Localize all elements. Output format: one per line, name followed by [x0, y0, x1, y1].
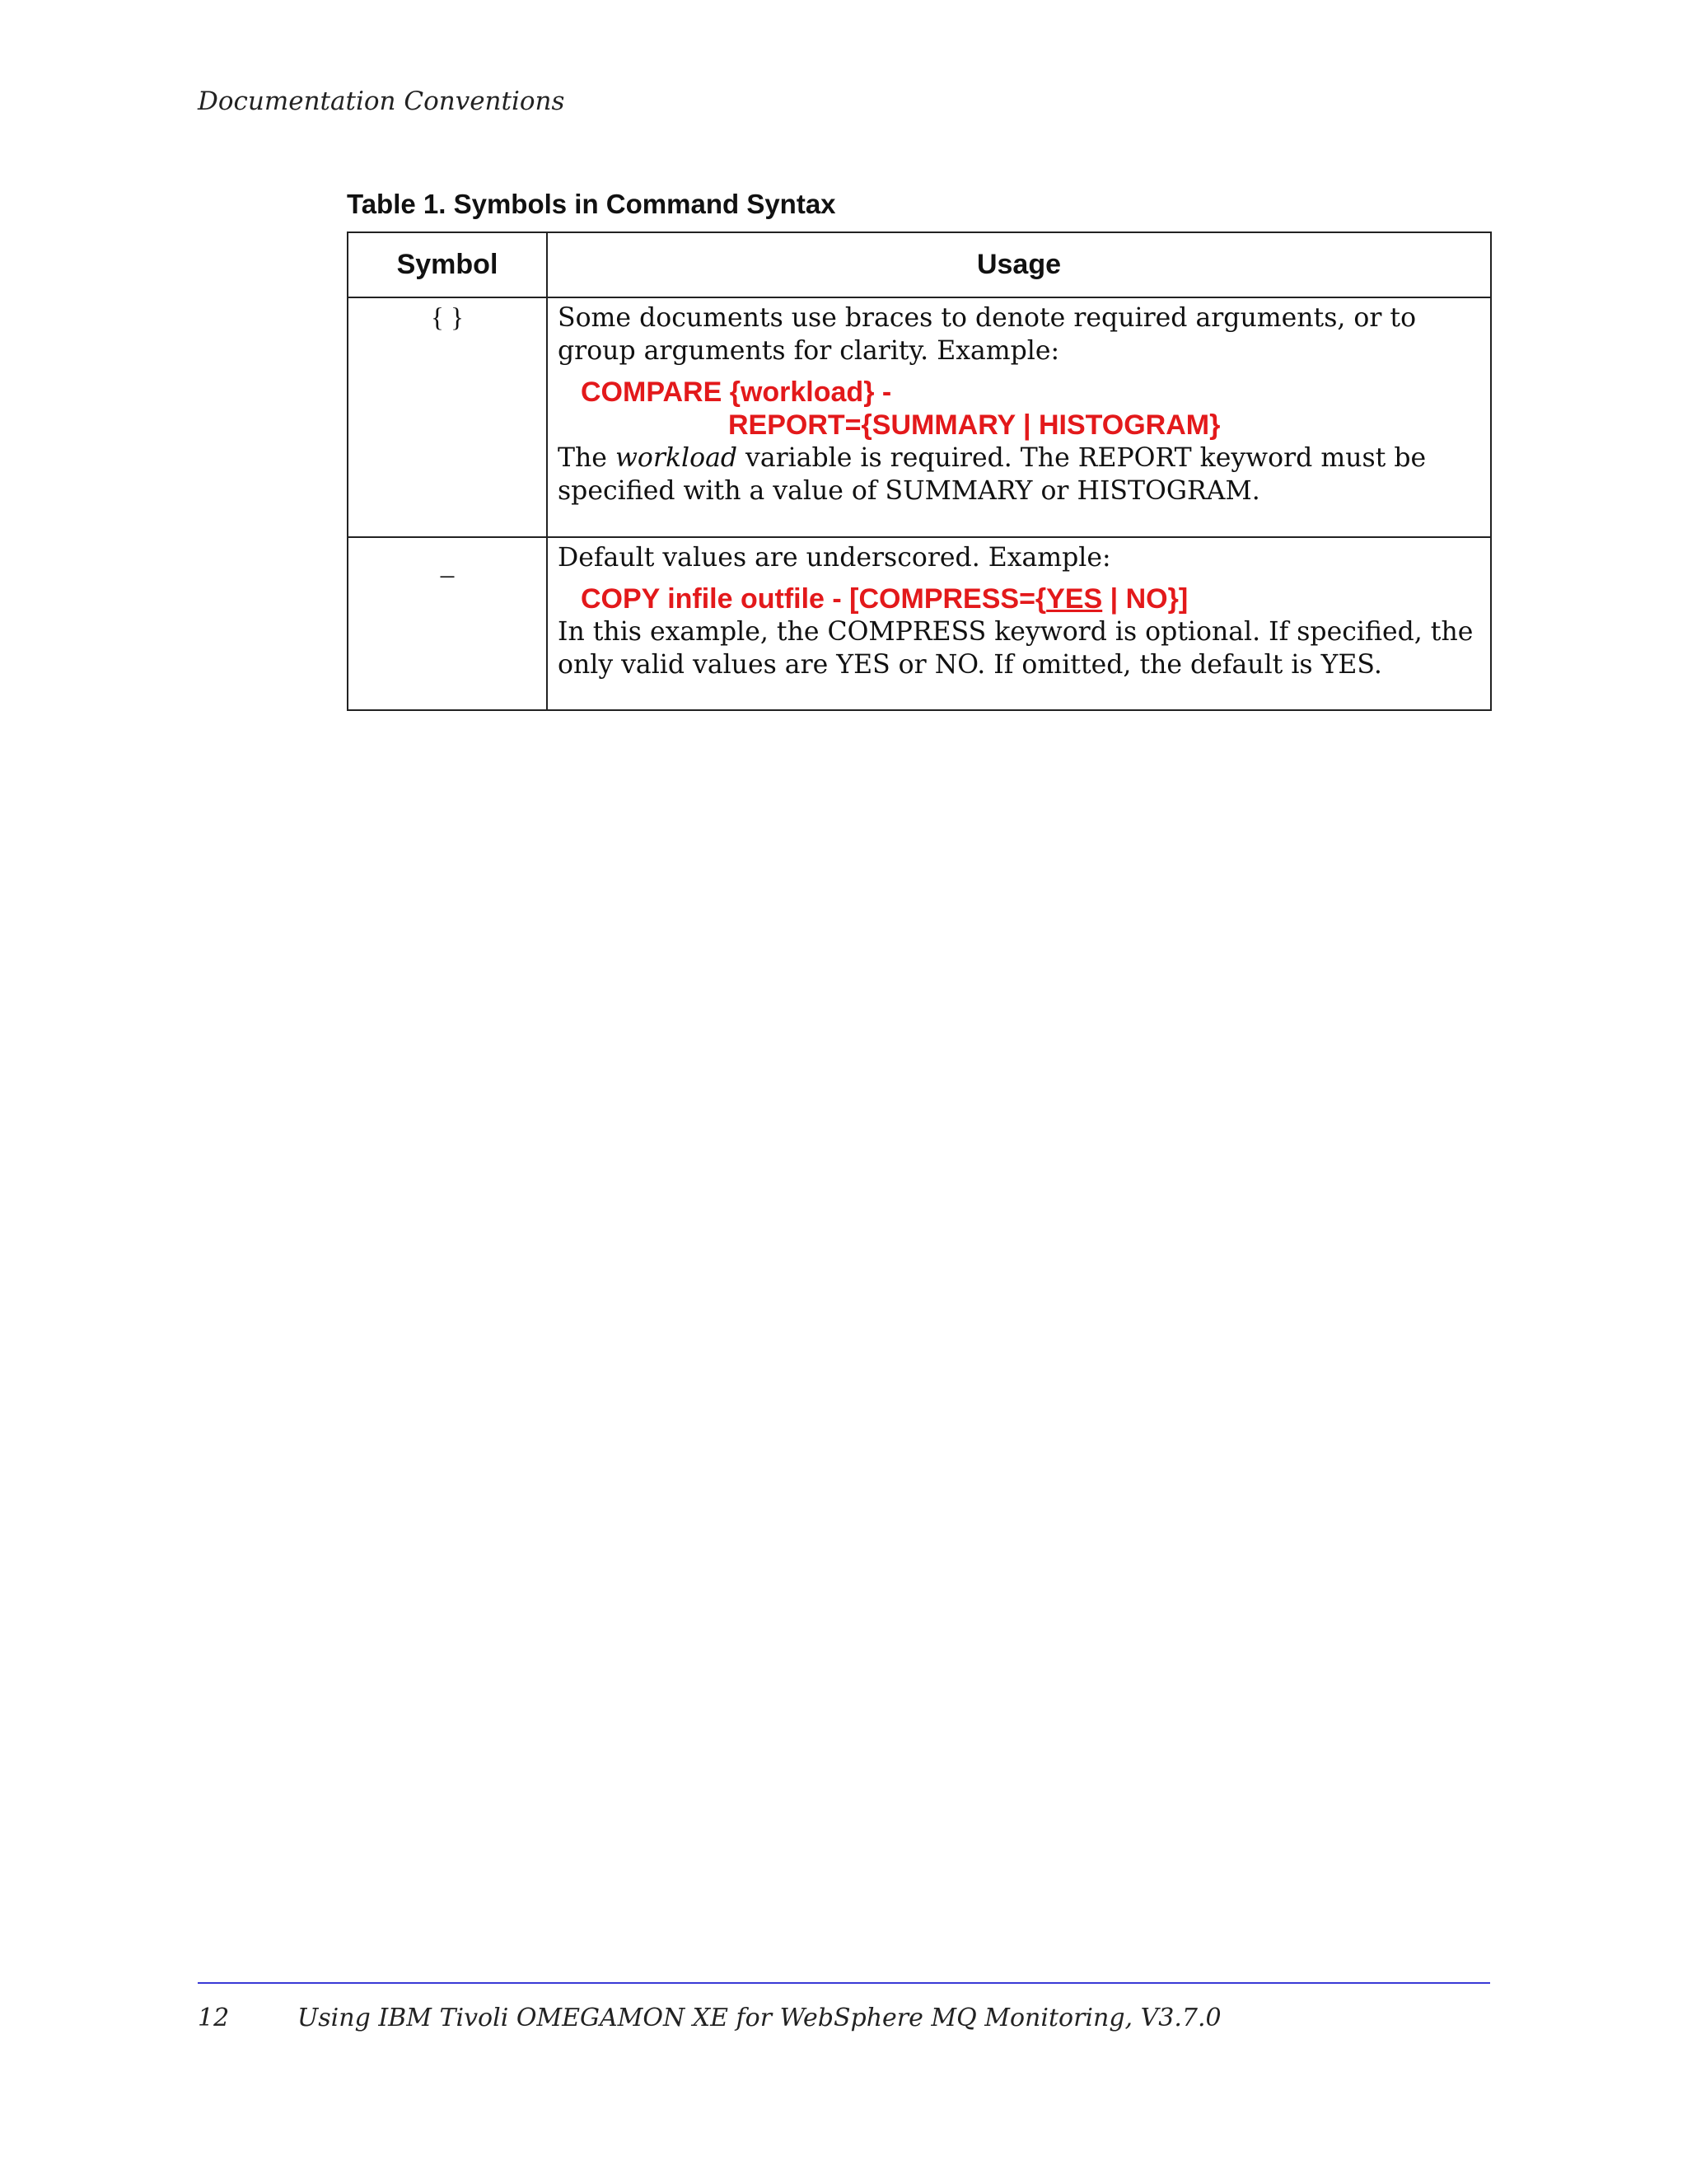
syntax-text: COPY infile outfile - [COMPRESS={	[581, 583, 1047, 615]
table-row	[348, 537, 1491, 710]
usage-cell-underscore	[547, 537, 1491, 710]
underscore-symbol: _	[440, 551, 455, 581]
default-value: YES	[1046, 583, 1103, 615]
syntax-example-line	[558, 582, 1479, 615]
syntax-example	[558, 582, 1479, 615]
syntax-example-line: REPORT={SUMMARY | HISTOGRAM}	[728, 409, 1221, 441]
running-header: Documentation Conventions	[198, 87, 565, 116]
syntax-example-line: COMPARE {workload} -	[581, 376, 892, 408]
table-row	[348, 297, 1491, 537]
usage-explanation: In this example, the COMPRESS keyword is optional. If specified, the only valid values are YES or NO. If omitted, the default is YES.	[558, 617, 1474, 680]
symbol-cell-braces: { }	[348, 297, 547, 537]
column-header-usage: Usage	[547, 232, 1491, 297]
footer-book-title: Using IBM Tivoli OMEGAMON XE for WebSphere MQ Monitoring, V3.7.0	[297, 2004, 1222, 2032]
symbols-table	[347, 231, 1492, 711]
explanation-text: variable is required. The REPORT keyword must be specified with a value of SUMMARY or HISTOGRAM.	[558, 443, 1427, 506]
table-caption: Table 1. Symbols in Command Syntax	[347, 189, 836, 219]
column-header-symbol: Symbol	[348, 232, 547, 297]
page-number: 12	[198, 2004, 230, 2032]
usage-intro: Some documents use braces to denote required arguments, or to group arguments for clarity. Example:	[558, 303, 1417, 366]
symbol-cell-underscore	[348, 537, 547, 710]
explanation-text: The	[558, 443, 615, 473]
footer-divider	[198, 1982, 1490, 1984]
usage-intro: Default values are underscored. Example:	[558, 543, 1111, 573]
usage-explanation	[558, 442, 1479, 507]
syntax-text: | NO}]	[1102, 583, 1189, 615]
syntax-example	[558, 376, 1479, 442]
table-header-row	[348, 232, 1491, 297]
variable-name: workload	[615, 443, 738, 473]
usage-cell-braces	[547, 297, 1491, 537]
